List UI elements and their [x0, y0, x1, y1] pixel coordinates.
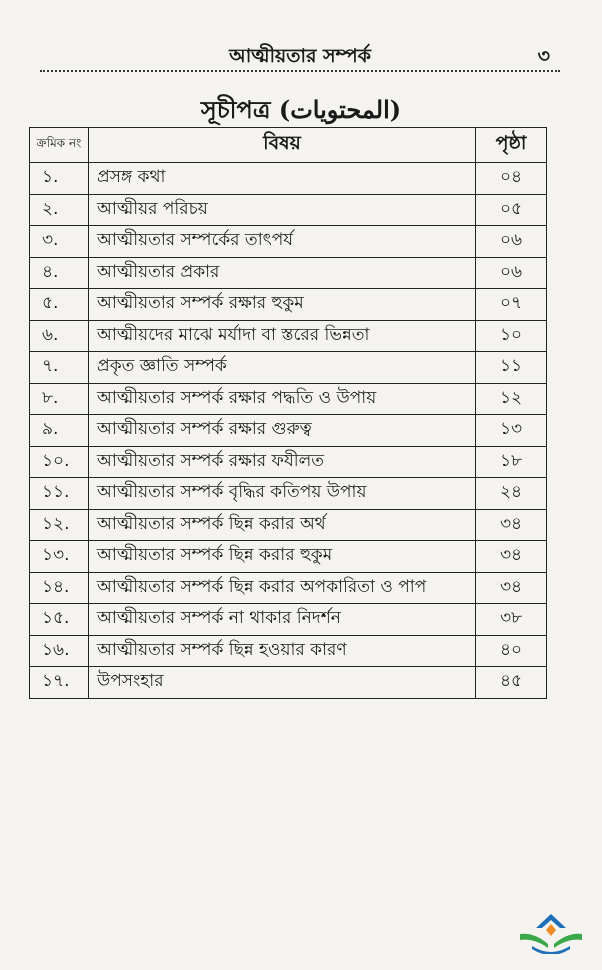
column-header-topic: বিষয় [89, 128, 476, 163]
column-header-page: পৃষ্ঠা [476, 128, 547, 163]
row-topic: আত্মীয়তার সম্পর্ক না থাকার নিদর্শন [89, 604, 476, 636]
row-page: ০৪ [476, 163, 547, 195]
row-serial: ১০. [30, 446, 89, 478]
table-row [30, 509, 547, 541]
row-serial: ১১. [30, 478, 89, 510]
table-row [30, 352, 547, 384]
row-topic: আত্মীয়তার সম্পর্ক রক্ষার গুরুত্ব [89, 415, 476, 447]
table-row [30, 635, 547, 667]
row-page: ০৬ [476, 257, 547, 289]
row-topic: আত্মীয়তার সম্পর্ক রক্ষার ফযীলত [89, 446, 476, 478]
row-serial: ৮. [30, 383, 89, 415]
table-of-contents [29, 127, 547, 699]
running-title: আত্মীয়তার সম্পর্ক [229, 45, 371, 67]
table-header-row [30, 128, 547, 163]
row-topic: আত্মীয়র পরিচয় [89, 194, 476, 226]
page-number: ৩ [537, 45, 550, 67]
row-page: ৩৪ [476, 509, 547, 541]
row-page: ১৮ [476, 446, 547, 478]
logo-base-arc [532, 946, 570, 954]
row-topic: আত্মীয়তার সম্পর্ক রক্ষার হুকুম [89, 289, 476, 321]
row-serial: ১৪. [30, 572, 89, 604]
contents-title [0, 92, 602, 132]
row-serial: ৪. [30, 257, 89, 289]
row-serial: ১৭. [30, 667, 89, 699]
row-page: ০৫ [476, 194, 547, 226]
row-page: ০৬ [476, 226, 547, 258]
row-serial: ৩. [30, 226, 89, 258]
table-row [30, 289, 547, 321]
table-row [30, 667, 547, 699]
row-page: ৪৫ [476, 667, 547, 699]
column-header-serial: ক্রমিক নং [30, 128, 89, 163]
row-page: ১৩ [476, 415, 547, 447]
table-row [30, 194, 547, 226]
row-page: ০৭ [476, 289, 547, 321]
logo-right-wing [554, 934, 582, 948]
row-serial: ৯. [30, 415, 89, 447]
row-serial: ১২. [30, 509, 89, 541]
row-serial: ১৫. [30, 604, 89, 636]
row-topic: আত্মীয়তার সম্পর্ক বৃদ্ধির কতিপয় উপায় [89, 478, 476, 510]
row-page: ৩৮ [476, 604, 547, 636]
row-serial: ১৬. [30, 635, 89, 667]
table-row [30, 541, 547, 573]
contents-title-arabic: (المحتويات) [278, 95, 402, 124]
row-page: ৩৪ [476, 572, 547, 604]
row-topic: আত্মীয়তার সম্পর্ক ছিন্ন হওয়ার কারণ [89, 635, 476, 667]
row-topic: প্রকৃত জ্ঞাতি সম্পর্ক [89, 352, 476, 384]
row-topic: আত্মীয়তার সম্পর্কের তাৎপর্য [89, 226, 476, 258]
running-header [40, 36, 560, 72]
row-page: ২৪ [476, 478, 547, 510]
logo-center-mark [546, 924, 556, 936]
table-row [30, 257, 547, 289]
row-serial: ৫. [30, 289, 89, 321]
table-row [30, 415, 547, 447]
table-row [30, 478, 547, 510]
row-page: ১০ [476, 320, 547, 352]
table-row [30, 320, 547, 352]
row-serial: ৭. [30, 352, 89, 384]
logo-left-wing [520, 934, 548, 948]
contents-title-bengali: সূচীপত্র [200, 96, 271, 124]
table-row [30, 604, 547, 636]
table-row [30, 226, 547, 258]
row-page: ৪০ [476, 635, 547, 667]
publisher-logo-icon [518, 912, 584, 954]
row-topic: আত্মীয়তার সম্পর্ক রক্ষার পদ্ধতি ও উপায় [89, 383, 476, 415]
row-page: ১১ [476, 352, 547, 384]
row-page: ১২ [476, 383, 547, 415]
row-topic: প্রসঙ্গ কথা [89, 163, 476, 195]
row-topic: আত্মীয়তার সম্পর্ক ছিন্ন করার অপকারিতা ও পাপ [89, 572, 476, 604]
row-serial: ১. [30, 163, 89, 195]
table-row [30, 446, 547, 478]
row-topic: আত্মীয়তার সম্পর্ক ছিন্ন করার হুকুম [89, 541, 476, 573]
table-body [30, 163, 547, 699]
row-topic: আত্মীয়দের মাঝে মর্যাদা বা স্তরের ভিন্নতা [89, 320, 476, 352]
table-row [30, 383, 547, 415]
table-row [30, 572, 547, 604]
row-topic: উপসংহার [89, 667, 476, 699]
row-topic: আত্মীয়তার প্রকার [89, 257, 476, 289]
row-serial: ৬. [30, 320, 89, 352]
row-serial: ২. [30, 194, 89, 226]
table-row [30, 163, 547, 195]
row-page: ৩৪ [476, 541, 547, 573]
row-serial: ১৩. [30, 541, 89, 573]
row-topic: আত্মীয়তার সম্পর্ক ছিন্ন করার অর্থ [89, 509, 476, 541]
